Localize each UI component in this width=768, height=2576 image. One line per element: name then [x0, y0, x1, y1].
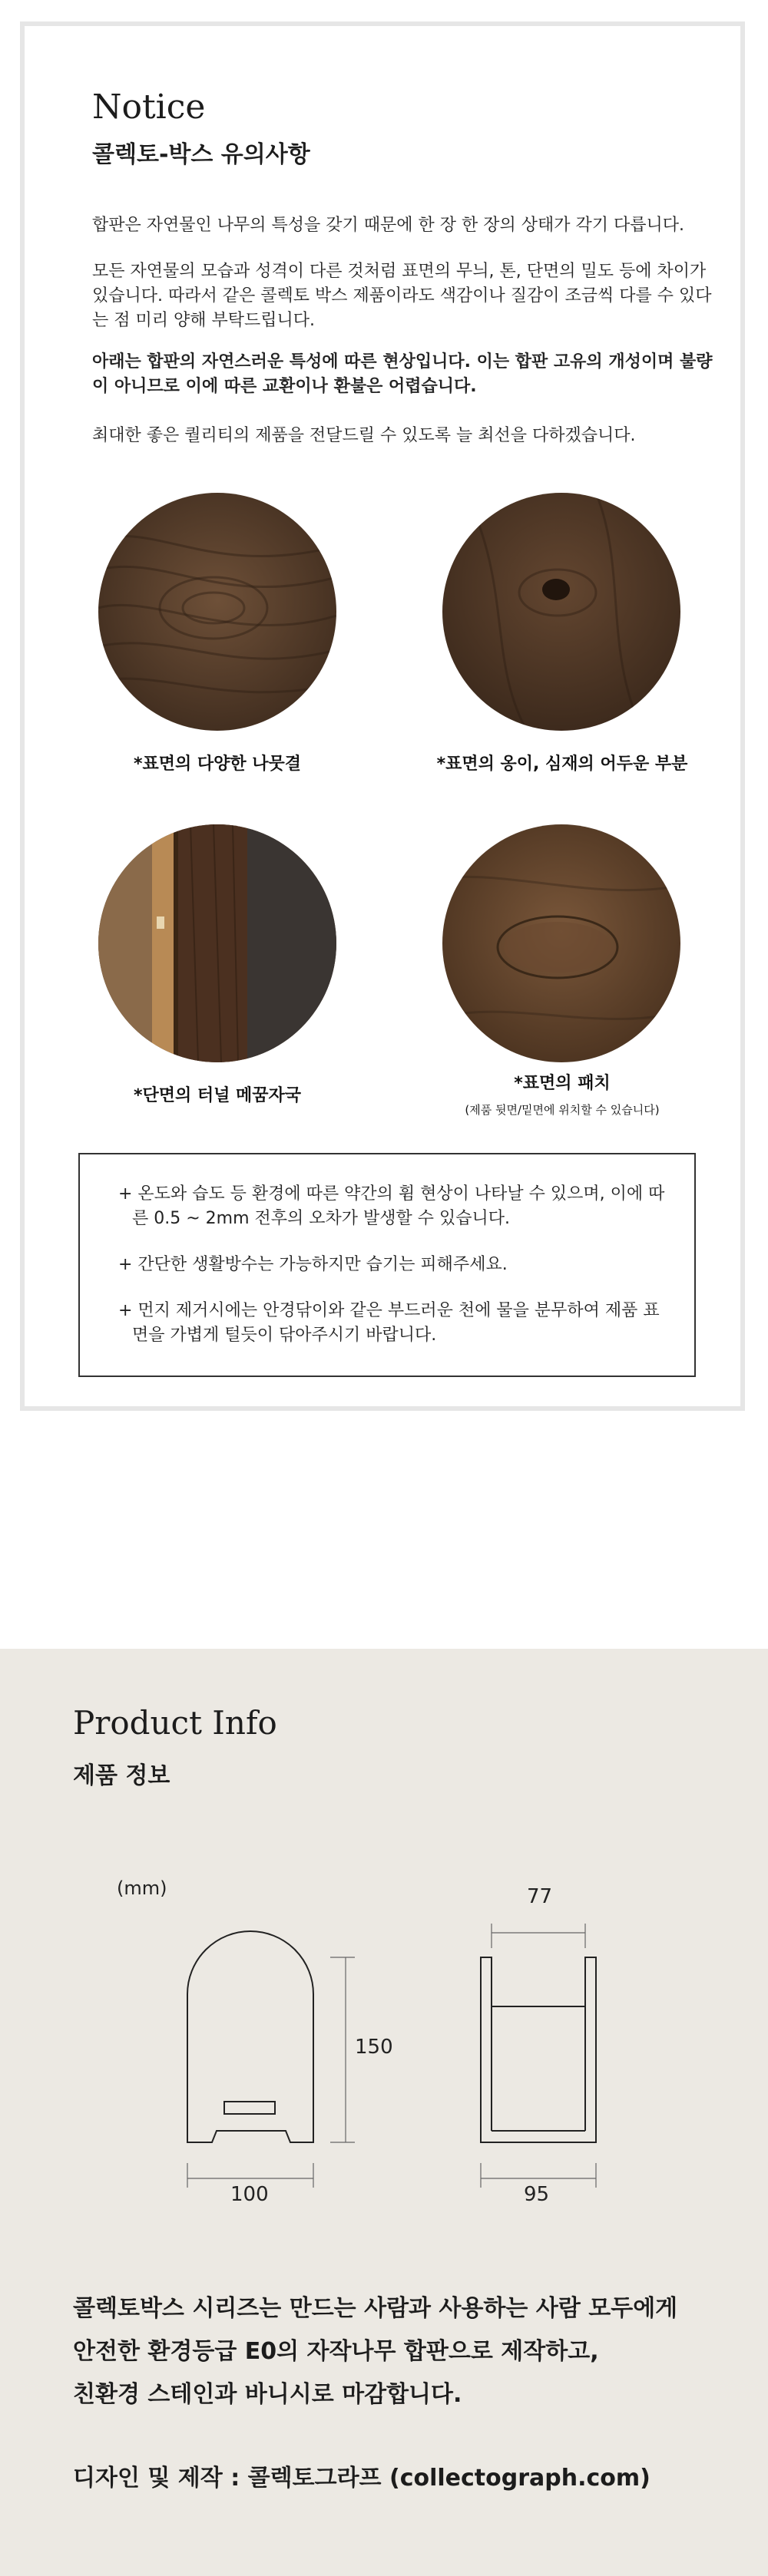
wood-grain-photo [98, 493, 336, 731]
edge-filler-photo [98, 824, 336, 1062]
description-line: 안전한 환경등급 E0의 자작나무 합판으로 제작하고, [73, 2338, 599, 2365]
front-view-slot [224, 2102, 275, 2114]
notice-section [20, 21, 745, 1411]
design-credit: 디자인 및 제작 : 콜렉토그라프 (collectograph.com) [73, 2465, 650, 2492]
surface-patch-caption-text: *표면의 패치 [514, 1074, 611, 1093]
height-dimension: 150 [355, 2036, 393, 2059]
care-item: + 먼지 제거시에는 안경닦이와 같은 부드러운 천에 물을 분무하여 제품 표면을 가볍게 털듯이 닦아주시기 바랍니다. [118, 1301, 660, 1345]
knot-caption: *표면의 옹이, 심재의 어두운 부분 [436, 755, 688, 774]
care-instructions-box [78, 1153, 696, 1377]
front-width-dimension: 100 [230, 2183, 269, 2206]
description-line: 콜렉토박스 시리즈는 만드는 사람과 사용하는 사람 모두에게 [73, 2295, 678, 2322]
product-description [73, 2287, 677, 2416]
product-info-title: Product Info [73, 1704, 277, 1742]
product-info-subtitle: 제품 정보 [73, 1762, 170, 1789]
notice-title: Notice [92, 88, 206, 127]
edge-filler-caption: *단면의 터널 메꿈자국 [133, 1086, 302, 1105]
wood-grain-caption: *표면의 다양한 나뭇결 [133, 755, 302, 774]
notice-paragraph-1: 합판은 자연물인 나무의 특성을 갖기 때문에 한 장 한 장의 상태가 각기 다릅니다. [92, 216, 684, 235]
top-depth-dimension: 77 [527, 1885, 553, 1908]
surface-patch-note: (제품 뒷면/밑면에 위치할 수 있습니다) [465, 1103, 660, 1117]
side-view-outline [481, 1957, 596, 2142]
notice-paragraph-3: 아래는 합판의 자연스러운 특성에 따른 현상입니다. 이는 합판 고유의 개성이며 불량이 아니므로 이에 따른 교환이나 환불은 어렵습니다. [92, 352, 713, 396]
care-item: + 간단한 생활방수는 가능하지만 습기는 피해주세요. [118, 1255, 508, 1274]
notice-subtitle: 콜렉토-박스 유의사항 [92, 141, 310, 168]
notice-paragraph-2: 모든 자연물의 모습과 성격이 다른 것처럼 표면의 무늬, 톤, 단면의 밀도 등에 차이가 있습니다. 따라서 같은 콜렉토 박스 제품이라도 색감이나 질감이 조금씩 다를 수 있다는 점 미리 양해 부탁드립니다. [92, 262, 712, 330]
notice-paragraph-4: 최대한 좋은 퀄리티의 제품을 전달드릴 수 있도록 늘 최선을 다하겠습니다. [92, 426, 636, 445]
bottom-depth-dimension: 95 [524, 2183, 550, 2206]
description-line: 친환경 스테인과 바니시로 마감합니다. [73, 2381, 462, 2408]
unit-label: (mm) [117, 1878, 167, 1899]
knot-photo [442, 493, 680, 731]
dimension-diagram [0, 1649, 768, 2263]
surface-patch-caption [409, 1070, 716, 1118]
surface-patch-photo [442, 824, 680, 1062]
care-item: + 온도와 습도 등 환경에 따른 약간의 휨 현상이 나타날 수 있으며, 이에 따른 0.5 ~ 2mm 전후의 오차가 발생할 수 있습니다. [118, 1184, 665, 1228]
product-info-section [0, 1649, 768, 2576]
front-view-outline [187, 1931, 313, 2142]
